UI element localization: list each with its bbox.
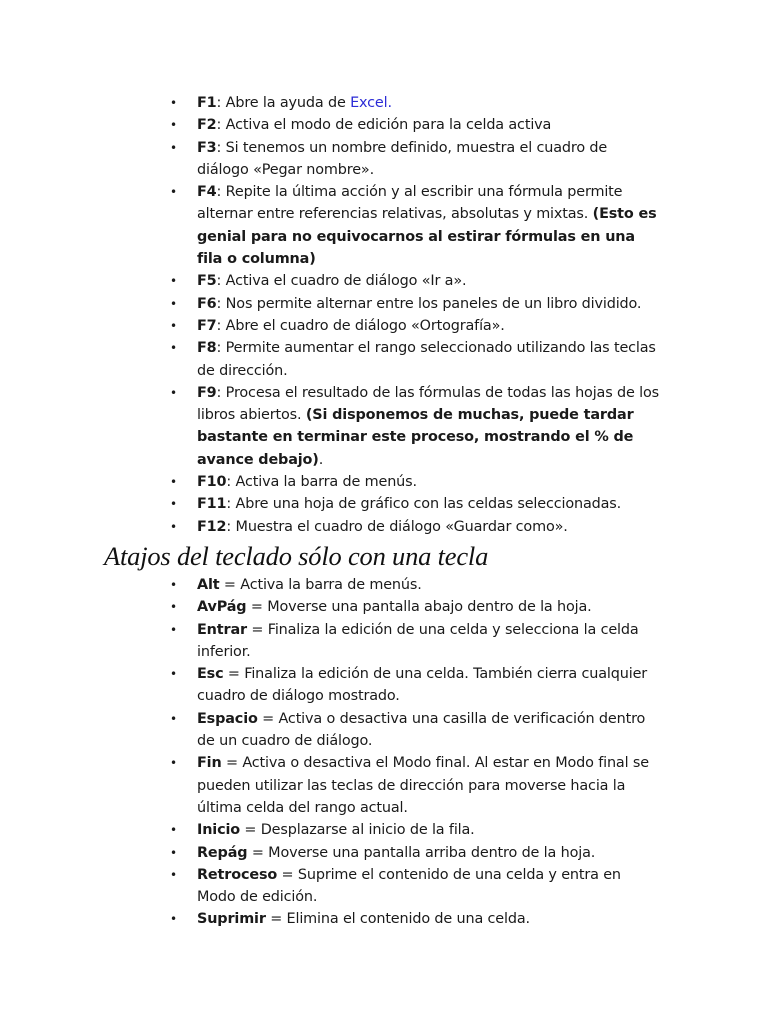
key-description: Permite aumentar el rango seleccionado utilizando las teclas de dirección.	[197, 340, 656, 379]
key-name: Retroceso	[197, 866, 278, 883]
function-key-item	[170, 382, 660, 471]
key-name: Alt	[197, 577, 220, 593]
single-key-item	[170, 574, 660, 596]
single-key-item	[170, 842, 660, 864]
separator: =	[246, 599, 268, 616]
bullet-icon: •	[170, 711, 177, 726]
key-description: Nos permite alternar entre los paneles de un libro dividido.	[225, 295, 642, 312]
separator: :	[216, 340, 226, 357]
key-name: F10	[197, 474, 227, 491]
excel-link[interactable]: Excel.	[350, 95, 392, 111]
key-description: Activa o desactiva una casilla de verificación dentro de un cuadro de diálogo.	[197, 710, 646, 750]
trailing-text: .	[318, 451, 324, 468]
function-key-item	[170, 293, 660, 315]
separator: =	[257, 710, 279, 727]
separator: :	[216, 317, 226, 334]
separator: =	[265, 911, 287, 928]
separator: :	[216, 273, 226, 290]
separator: =	[219, 577, 241, 593]
bullet-icon: •	[170, 140, 177, 155]
bullet-icon: •	[170, 912, 177, 927]
key-description: Finaliza la edición de una celda y selecciona la celda inferior.	[197, 621, 639, 660]
bullet-icon: •	[170, 185, 177, 200]
separator: :	[216, 295, 226, 312]
key-description: Abre el cuadro de diálogo «Ortografía».	[225, 317, 505, 334]
separator: =	[277, 866, 298, 883]
function-key-item	[170, 337, 660, 382]
key-description: Activa el modo de edición para la celda activa	[225, 117, 552, 134]
key-description: Procesa el resultado de las fórmulas de todas las hojas de los libros abiertos.	[197, 384, 659, 424]
key-name: F9	[197, 384, 217, 401]
key-name: Fin	[197, 755, 222, 772]
function-keys-list	[170, 92, 660, 538]
single-key-item	[170, 663, 660, 708]
separator: :	[216, 95, 226, 111]
key-name: AvPág	[197, 599, 247, 616]
key-description: Activa la barra de menús.	[235, 474, 417, 491]
key-name: F1	[197, 95, 217, 111]
single-key-item	[170, 908, 660, 930]
function-key-item	[170, 137, 660, 182]
single-key-item	[170, 596, 660, 618]
key-description: Repite la última acción y al escribir una fórmula permite alternar entre referencias relativas, absolutas y mixtas.	[197, 184, 623, 223]
key-description: Moverse una pantalla arriba dentro de la hoja.	[268, 844, 596, 861]
bullet-icon: •	[170, 578, 177, 592]
bullet-icon: •	[170, 519, 177, 534]
separator: =	[223, 666, 245, 683]
section-title: Atajos del teclado sólo con una tecla	[104, 541, 489, 571]
key-description: Suprime el contenido de una celda y entra en Modo de edición.	[197, 866, 621, 906]
key-description: Desplazarse al inicio de la fila.	[260, 822, 475, 839]
separator: :	[216, 384, 226, 401]
function-key-item	[170, 493, 660, 515]
single-key-item	[170, 819, 660, 841]
bullet-icon: •	[170, 823, 177, 838]
bullet-icon: •	[170, 756, 177, 771]
bullet-icon: •	[170, 622, 177, 637]
key-description: Elimina el contenido de una celda.	[286, 911, 530, 928]
key-name: Suprimir	[197, 911, 266, 928]
function-key-item	[170, 471, 660, 493]
key-name: F8	[197, 340, 217, 357]
key-name: Repág	[197, 844, 248, 861]
key-description: Si tenemos un nombre definido, muestra el cuadro de diálogo «Pegar nombre».	[197, 139, 608, 178]
key-description: Activa el cuadro de diálogo «Ir a».	[225, 273, 467, 290]
bullet-icon: •	[170, 385, 177, 400]
bullet-icon: •	[170, 867, 177, 882]
bullet-icon: •	[170, 845, 177, 860]
key-name: F5	[197, 273, 217, 290]
bullet-icon: •	[170, 296, 177, 311]
key-name: F6	[197, 295, 217, 312]
separator: :	[226, 518, 236, 535]
function-key-item	[170, 270, 660, 292]
bullet-icon: •	[170, 497, 177, 512]
key-note: (Si disponemos de muchas, puede tardar bastante en terminar este proceso, mostrando el % de avance debajo)	[197, 407, 634, 468]
separator: :	[226, 474, 236, 491]
single-keys-list	[170, 574, 660, 931]
key-description: Moverse una pantalla abajo dentro de la hoja.	[267, 599, 592, 616]
key-name: F12	[197, 518, 227, 535]
key-name: F3	[197, 139, 217, 156]
bullet-icon: •	[170, 341, 177, 356]
single-key-item	[170, 864, 660, 909]
key-name: F4	[197, 184, 217, 201]
key-name: Inicio	[197, 822, 240, 839]
separator: =	[247, 844, 269, 861]
separator: :	[226, 496, 236, 513]
function-key-item	[170, 92, 660, 114]
separator: :	[216, 184, 226, 201]
separator: =	[221, 755, 243, 772]
key-description: Activa o desactiva el Modo final. Al estar en Modo final se pueden utilizar las teclas de dirección para moverse hacia la última celda del rango actual.	[197, 755, 649, 816]
separator: =	[239, 822, 261, 839]
key-name: F11	[197, 496, 227, 513]
single-key-item	[170, 619, 660, 664]
key-name: Esc	[197, 666, 224, 683]
separator: =	[246, 621, 268, 638]
bullet-icon: •	[170, 118, 177, 133]
bullet-icon: •	[170, 475, 177, 490]
separator: :	[216, 139, 226, 156]
bullet-icon: •	[170, 667, 177, 682]
key-name: F7	[197, 317, 217, 334]
separator: :	[216, 117, 226, 134]
key-note: (Esto es genial para no equivocarnos al estirar fórmulas en una fila o columna)	[197, 206, 657, 268]
bullet-icon: •	[170, 318, 177, 333]
bullet-icon: •	[170, 96, 177, 110]
key-description: Activa la barra de menús.	[240, 577, 422, 593]
single-key-item	[170, 708, 660, 753]
key-description: Abre una hoja de gráfico con las celdas seleccionadas.	[235, 496, 622, 513]
key-description: Finaliza la edición de una celda. También cierra cualquier cuadro de diálogo mostrado.	[197, 666, 648, 705]
function-key-item	[170, 181, 660, 270]
key-name: Entrar	[197, 621, 247, 638]
key-description: Abre la ayuda de	[225, 95, 351, 111]
function-key-item	[170, 516, 660, 538]
key-name: F2	[197, 117, 217, 134]
key-description: Muestra el cuadro de diálogo «Guardar como».	[235, 518, 568, 535]
key-name: Espacio	[197, 710, 258, 727]
function-key-item	[170, 114, 660, 136]
bullet-icon: •	[170, 600, 177, 615]
single-key-item	[170, 752, 660, 819]
function-key-item	[170, 315, 660, 337]
bullet-icon: •	[170, 274, 177, 289]
